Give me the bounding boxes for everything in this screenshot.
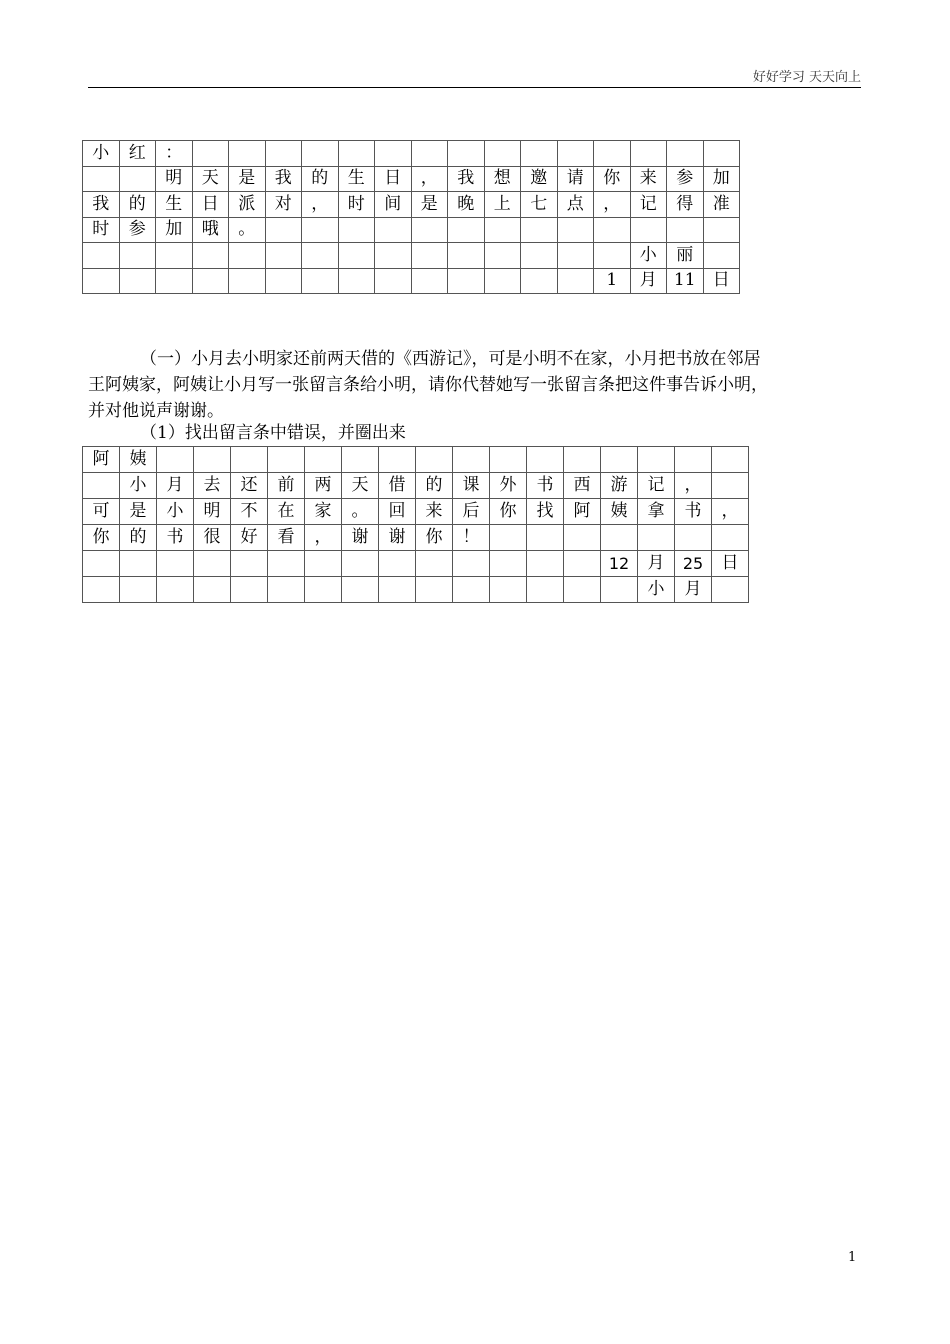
grid-cell: 谢 [342,525,379,551]
grid-cell [229,243,266,269]
grid-cell [448,141,485,167]
grid-row [83,551,749,577]
subtask-instruction: （1）找出留言条中错误，并圈出来 [140,423,406,443]
grid-cell [594,141,631,167]
grid-cell: 我 [448,166,485,192]
grid-cell: 点 [557,192,594,218]
grid-cell: 月 [157,473,194,499]
grid-cell: 月 [638,551,675,577]
grid-cell [265,217,302,243]
grid-cell: 阿 [564,499,601,525]
grid-cell: 前 [268,473,305,499]
grid-cell [490,551,527,577]
grid-cell: 你 [416,525,453,551]
grid-cell [305,551,342,577]
grid-cell [712,473,749,499]
grid-cell [379,577,416,603]
grid-cell [157,577,194,603]
grid-cell: 小 [638,577,675,603]
grid-cell: 加 [156,217,193,243]
grid-row [83,447,749,473]
grid-cell: 晚 [448,192,485,218]
grid-cell: 邀 [521,166,558,192]
grid-cell: 得 [667,192,704,218]
grid-cell [302,141,339,167]
grid-cell: ， [594,192,631,218]
task-description [88,346,768,424]
grid-cell [490,525,527,551]
grid-row [83,243,740,269]
grid-cell: 明 [194,499,231,525]
grid-cell [265,141,302,167]
grid-cell [667,141,704,167]
grid-cell [564,447,601,473]
grid-cell: 拿 [638,499,675,525]
grid-cell [675,447,712,473]
grid-cell: 姨 [120,447,157,473]
grid-cell [703,243,740,269]
grid-cell [527,447,564,473]
grid-cell: 外 [490,473,527,499]
grid-cell: 生 [156,192,193,218]
grid-cell: ， [305,525,342,551]
grid-cell [302,243,339,269]
grid-cell [83,551,120,577]
grid-cell [194,577,231,603]
grid-cell: 小 [157,499,194,525]
grid-cell [338,268,375,294]
grid-cell: 家 [305,499,342,525]
grid-cell [194,447,231,473]
grid-cell: 好 [231,525,268,551]
grid-cell [305,577,342,603]
grid-cell: 谢 [379,525,416,551]
grid-cell: 想 [484,166,521,192]
grid-cell [120,577,157,603]
grid-cell [557,217,594,243]
grid-cell: 小 [630,243,667,269]
grid-cell [490,577,527,603]
grid-cell [601,577,638,603]
grid-cell [229,141,266,167]
grid-cell: 日 [375,166,412,192]
grid-cell: 派 [229,192,266,218]
grid-cell: 看 [268,525,305,551]
grid-cell: 时 [338,192,375,218]
grid-cell: 丽 [667,243,704,269]
grid-cell: 还 [231,473,268,499]
grid-cell: 来 [416,499,453,525]
grid-cell [601,525,638,551]
grid-cell: 12 [601,551,638,577]
grid-cell [630,141,667,167]
grid-cell [302,217,339,243]
grid-cell: 书 [527,473,564,499]
grid-cell [453,577,490,603]
grid-cell: 时 [83,217,120,243]
grid-cell [557,243,594,269]
grid-cell [557,141,594,167]
grid-cell [416,577,453,603]
grid-cell: 你 [490,499,527,525]
message-note-grid [82,446,749,603]
grid-cell [453,447,490,473]
grid-cell: 很 [194,525,231,551]
grid-cell [448,217,485,243]
grid-cell [119,268,156,294]
grid-cell [448,243,485,269]
grid-cell: 对 [265,192,302,218]
grid-cell: 月 [675,577,712,603]
grid-cell [521,217,558,243]
grid-cell: 。 [229,217,266,243]
grid-cell: 参 [667,166,704,192]
grid-row [83,166,740,192]
grid-cell [268,577,305,603]
grid-cell: 月 [630,268,667,294]
grid-cell [231,551,268,577]
grid-cell [305,447,342,473]
grid-cell: 准 [703,192,740,218]
grid-cell [268,447,305,473]
grid-cell: 是 [229,166,266,192]
grid-cell [379,447,416,473]
grid-cell: 日 [192,192,229,218]
grid-cell [265,243,302,269]
grid-cell [453,551,490,577]
grid-cell [484,217,521,243]
grid-cell [338,141,375,167]
grid-cell [703,141,740,167]
grid-cell: 的 [302,166,339,192]
grid-cell: 我 [83,192,120,218]
grid-cell: 你 [83,525,120,551]
grid-cell [192,243,229,269]
grid-cell [411,268,448,294]
grid-cell [157,447,194,473]
grid-cell: 我 [265,166,302,192]
grid-cell [156,268,193,294]
grid-cell [342,551,379,577]
grid-cell [231,577,268,603]
grid-cell: 间 [375,192,412,218]
grid-cell: 回 [379,499,416,525]
grid-cell [484,141,521,167]
grid-cell: 找 [527,499,564,525]
grid-cell [83,166,120,192]
grid-cell: 在 [268,499,305,525]
grid-cell [416,551,453,577]
grid-cell: 。 [342,499,379,525]
grid-cell [119,166,156,192]
grid-cell: 25 [675,551,712,577]
grid-cell [601,447,638,473]
grid-row [83,473,749,499]
grid-cell [564,577,601,603]
grid-cell [448,268,485,294]
grid-cell [484,268,521,294]
grid-cell: ： [156,141,193,167]
grid-cell [527,525,564,551]
grid-cell [231,447,268,473]
grid-row [83,577,749,603]
grid-cell: 是 [120,499,157,525]
grid-cell [192,268,229,294]
grid-cell [120,551,157,577]
grid-cell [557,268,594,294]
grid-cell [521,141,558,167]
grid-cell: 日 [703,268,740,294]
grid-cell [411,141,448,167]
grid-cell [375,243,412,269]
grid-cell [667,217,704,243]
grid-cell: 哦 [192,217,229,243]
grid-cell: 的 [416,473,453,499]
grid-cell: 日 [712,551,749,577]
grid-cell: 天 [192,166,229,192]
grid-cell: 去 [194,473,231,499]
task-text: （一）小月去小明家还前两天借的《西游记》，可是小明不在家，小月把书放在邻居王阿姨家，阿姨让小月写一张留言条给小明，请你代替她写一张留言条把这件事告诉小明，并对他说声谢谢。 [88,349,768,421]
grid-cell [594,217,631,243]
grid-cell [119,243,156,269]
grid-cell: 后 [453,499,490,525]
grid-cell [83,473,120,499]
grid-row [83,268,740,294]
grid-row [83,525,749,551]
grid-cell [490,447,527,473]
grid-cell: 请 [557,166,594,192]
grid-cell [83,243,120,269]
grid-cell [527,551,564,577]
grid-cell: 加 [703,166,740,192]
grid-cell [229,268,266,294]
grid-cell: 小 [120,473,157,499]
grid-cell: 课 [453,473,490,499]
grid-cell: 是 [411,192,448,218]
grid-cell [712,525,749,551]
grid-cell: 可 [83,499,120,525]
grid-cell: 借 [379,473,416,499]
grid-cell: ， [411,166,448,192]
grid-cell [375,141,412,167]
grid-cell [638,525,675,551]
grid-cell: 两 [305,473,342,499]
grid-cell [192,141,229,167]
grid-cell: ， [675,473,712,499]
grid-cell [342,447,379,473]
grid-cell [703,217,740,243]
grid-cell [564,551,601,577]
grid-cell [265,268,302,294]
grid-cell [156,243,193,269]
grid-row [83,192,740,218]
grid-cell [338,217,375,243]
grid-cell [83,268,120,294]
grid-cell [675,525,712,551]
grid-cell [375,268,412,294]
grid-cell: 上 [484,192,521,218]
grid-cell [411,217,448,243]
grid-cell: 1 [594,268,631,294]
grid-cell [630,217,667,243]
grid-cell: 你 [594,166,631,192]
grid-cell: 小 [83,141,120,167]
grid-cell [594,243,631,269]
grid-cell: 参 [119,217,156,243]
grid-cell [379,551,416,577]
grid-cell [268,551,305,577]
grid-cell: ， [712,499,749,525]
grid-cell: 游 [601,473,638,499]
grid-cell [484,243,521,269]
grid-cell: 生 [338,166,375,192]
grid-cell: ， [302,192,339,218]
header-rule [88,87,861,88]
grid-cell: 书 [157,525,194,551]
grid-cell [712,577,749,603]
grid-cell: 记 [638,473,675,499]
grid-cell: 西 [564,473,601,499]
grid-cell: 不 [231,499,268,525]
grid-cell: 阿 [83,447,120,473]
grid-cell [712,447,749,473]
grid-cell [638,447,675,473]
grid-cell: 书 [675,499,712,525]
grid-cell [521,268,558,294]
grid-cell: 的 [120,525,157,551]
grid-cell [375,217,412,243]
grid-cell [302,268,339,294]
grid-row [83,141,740,167]
grid-cell [338,243,375,269]
grid-cell: 明 [156,166,193,192]
grid-cell [564,525,601,551]
grid-row [83,217,740,243]
grid-cell: 的 [119,192,156,218]
grid-cell: 来 [630,166,667,192]
header-motto: 好好学习 天天向上 [752,70,861,85]
grid-cell [83,577,120,603]
grid-cell: 天 [342,473,379,499]
grid-cell: 姨 [601,499,638,525]
grid-cell [416,447,453,473]
grid-cell [157,551,194,577]
grid-cell [527,577,564,603]
grid-cell [194,551,231,577]
page-number: 1 [848,1250,857,1265]
grid-row [83,499,749,525]
birthday-invitation-grid [82,140,740,294]
grid-cell [411,243,448,269]
grid-cell: 11 [667,268,704,294]
grid-cell: 红 [119,141,156,167]
grid-cell [342,577,379,603]
grid-cell: 记 [630,192,667,218]
grid-cell [521,243,558,269]
grid-cell: ！ [453,525,490,551]
grid-cell: 七 [521,192,558,218]
